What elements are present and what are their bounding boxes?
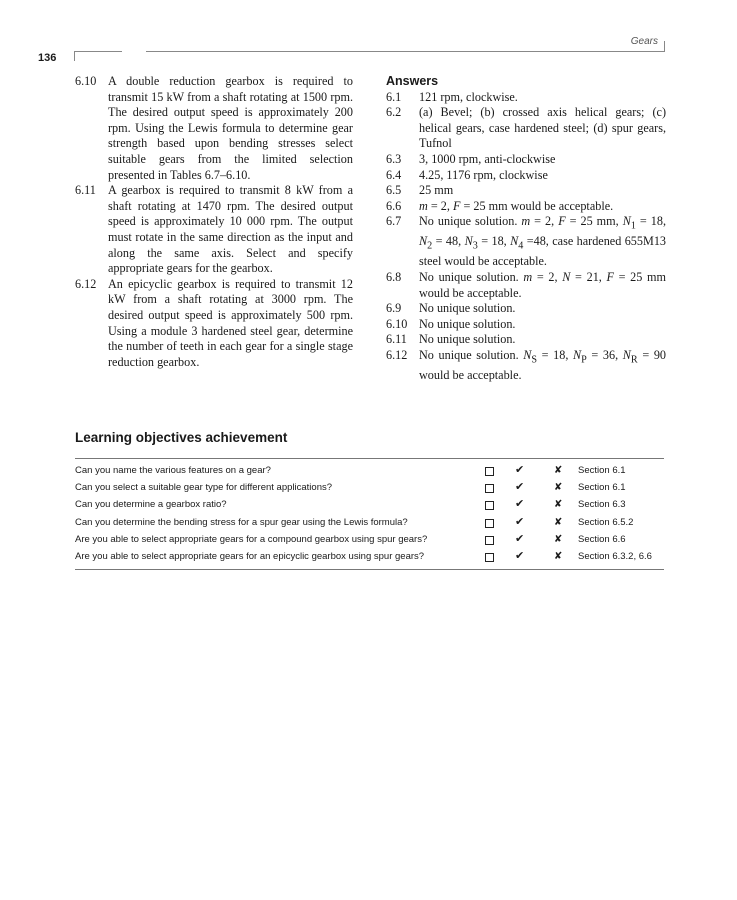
objective-question: Can you determine the bending stress for a spur gear using the Lewis formula? — [75, 516, 408, 528]
answer-item — [386, 90, 666, 106]
answer-text: 121 rpm, clockwise. — [419, 89, 518, 104]
check-icon: ✔ — [515, 498, 525, 511]
answer-number: 6.12 — [386, 347, 408, 362]
answer-number: 6.4 — [386, 167, 402, 182]
answer-text: No unique solution. $N_S = 18$, $N_P = 36$, $N_R = 90$ would be acceptable. — [419, 347, 667, 382]
objective-row — [75, 531, 664, 548]
answer-text: 4.25, 1176 rpm, clockwise — [419, 167, 548, 182]
exercise-number: 6.10 — [75, 74, 97, 88]
answer-item — [386, 301, 666, 317]
answer-number: 6.10 — [386, 316, 408, 331]
answer-number: 6.8 — [386, 270, 402, 284]
header-tick-left — [74, 51, 75, 61]
exercise-number: 6.11 — [75, 183, 96, 198]
answer-number: 6.6 — [386, 198, 402, 213]
answer-text: No unique solution. m = 2, N = 21, F = 25 mm would be acceptable. — [419, 270, 667, 300]
answer-number: 6.3 — [386, 151, 402, 166]
answer-item — [386, 105, 666, 152]
answer-number: 6.5 — [386, 183, 402, 198]
answer-item — [386, 168, 666, 184]
section-reference: Section 6.1 — [578, 465, 626, 476]
exercise-text: A double reduction gearbox is required to transmit 15 kW from a shaft rotating at 1500 rpm. The desired output speed is approximately 200 rpm. Using the Lewis formula to determine gear strength based upon bending stresses select suitable gears from the limited selection presented in Tables 6.7–6.10. — [108, 74, 353, 182]
objective-row — [75, 479, 664, 496]
answer-item — [386, 332, 666, 348]
page-number: 136 — [38, 52, 57, 64]
check-icon: ✔ — [515, 481, 525, 494]
exercises-column — [75, 74, 353, 370]
answer-item — [386, 183, 666, 199]
objective-question: Are you able to select appropriate gears for an epicyclic gearbox using spur gears? — [75, 550, 425, 562]
answer-text: 3, 1000 rpm, anti-clockwise — [419, 151, 556, 166]
answer-number: 6.1 — [386, 89, 402, 104]
answer-number: 6.11 — [386, 332, 407, 347]
check-icon: ✔ — [515, 515, 525, 528]
answer-item — [386, 199, 666, 215]
objective-question: Can you determine a gearbox ratio? — [75, 499, 227, 511]
answer-text: (a) Bevel; (b) crossed axis helical gears; (c) helical gears, case hardened steel; (d) spur gears, Tufnol — [419, 105, 666, 151]
cross-icon: ✘ — [554, 550, 563, 562]
header-rule-right — [146, 51, 664, 52]
objective-question: Are you able to select appropriate gears for a compound gearbox using spur gears? — [75, 533, 428, 545]
section-reference: Section 6.6 — [578, 533, 626, 545]
answer-item — [386, 152, 666, 168]
objective-row — [75, 462, 664, 479]
running-head: Gears — [630, 36, 658, 47]
exercise-text: A gearbox is required to transmit 8 kW from a shaft rotating at 1470 rpm. The desired output speed is approximately 10 000 rpm. The output must rotate in the same direction as the input and along the same axis. Select and specify appropriate gears for the gearbox. — [108, 183, 353, 276]
objective-row — [75, 496, 664, 513]
checkbox[interactable] — [485, 484, 494, 493]
header-tick-right — [664, 41, 665, 52]
cross-icon: ✘ — [554, 516, 563, 528]
answers-column — [386, 74, 666, 384]
learning-objectives-table — [75, 458, 664, 570]
answer-text: 25 mm — [419, 183, 454, 198]
check-icon: ✔ — [515, 532, 525, 545]
section-reference: Section 6.5.2 — [578, 516, 634, 528]
objective-row — [75, 514, 664, 531]
section-reference: Section 6.1 — [578, 482, 626, 494]
exercise-item — [75, 277, 353, 371]
section-reference: Section 6.3.2, 6.6 — [578, 550, 652, 562]
objective-question: Can you select a suitable gear type for different applications? — [75, 482, 333, 494]
cross-icon: ✘ — [554, 533, 563, 545]
exercise-item — [75, 183, 353, 277]
answer-item — [386, 214, 666, 270]
answers-heading: Answers — [386, 74, 439, 88]
cross-icon: ✘ — [554, 499, 563, 511]
objective-row — [75, 548, 664, 565]
answer-text: No unique solution. — [419, 332, 516, 347]
answer-item — [386, 348, 666, 384]
answer-text: No unique solution. — [419, 316, 516, 331]
objective-question: Can you name the various features on a gear? — [75, 465, 271, 476]
answer-text: No unique solution. m = 2, F = 25 mm, $N_1 = 18$, $N_2 = 48$, $N_3 = 18$, $N_4 =48$, case hardened 655M13 steel would be acceptable. — [419, 214, 667, 269]
checkbox[interactable] — [485, 519, 494, 528]
answer-item — [386, 317, 666, 333]
learning-objectives-heading: Learning objectives achievement — [75, 430, 288, 445]
checkbox[interactable] — [485, 467, 494, 476]
check-icon: ✔ — [515, 549, 525, 562]
answer-item — [386, 270, 666, 301]
answer-text: m = 2, F = 25 mm would be acceptable. — [419, 198, 614, 213]
cross-icon: ✘ — [554, 465, 563, 476]
check-icon: ✔ — [515, 464, 525, 476]
section-reference: Section 6.3 — [578, 499, 626, 511]
exercise-item — [75, 74, 353, 183]
answer-number: 6.7 — [386, 214, 402, 229]
answer-number: 6.2 — [386, 105, 402, 120]
exercise-number: 6.12 — [75, 276, 97, 291]
header-rule-left — [74, 51, 122, 52]
checkbox[interactable] — [485, 553, 494, 562]
cross-icon: ✘ — [554, 482, 563, 494]
checkbox[interactable] — [485, 501, 494, 510]
exercise-text: An epicyclic gearbox is required to transmit 12 kW from a shaft rotating at 3000 rpm. The desired output speed is approximately 500 rpm. Using a module 3 hardened steel gear, determine the number of teeth in each gear for a single stage reduction gearbox. — [108, 276, 353, 369]
checkbox[interactable] — [485, 536, 494, 545]
answer-text: No unique solution. — [419, 301, 516, 316]
answer-number: 6.9 — [386, 301, 402, 316]
